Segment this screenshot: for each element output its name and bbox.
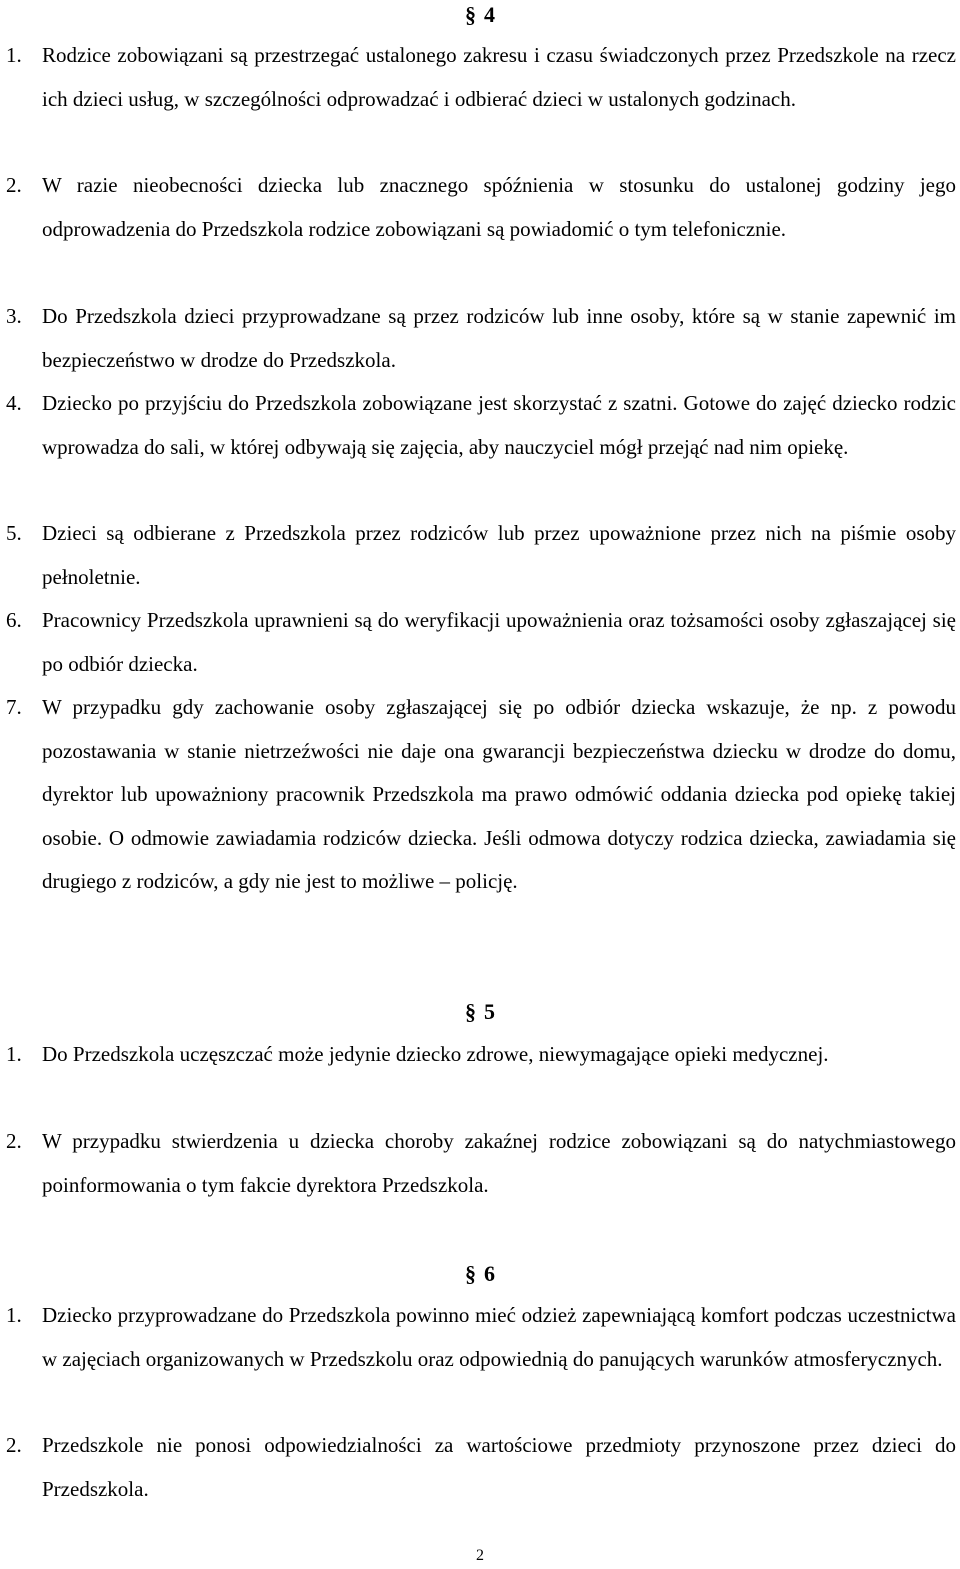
- list-item: [6, 295, 956, 382]
- item-text: Dzieci są odbierane z Przedszkola przez rodziców lub przez upoważnione przez nich na piśmie osoby pełnoletnie.: [42, 521, 956, 589]
- section-heading-4: [0, 1, 960, 29]
- item-text: W przypadku gdy zachowanie osoby zgłaszającej się po odbiór dziecka wskazuje, że np. z powodu pozostawania w stanie nietrzeźwości nie daje ona gwarancji bezpieczeństwa dziecku w drodze do domu, dyrektor lub upoważniony pracownik Przedszkola ma prawo odmówić oddania dziecka pod opiekę takiej osobie. O odmowie zawiadamia rodziców dziecka. Jeśli odmowa dotyczy rodzica dziecka, zawiadamia się drugiego z rodziców, a gdy nie jest to możliwe – policję.: [42, 695, 956, 893]
- item-number: 2.: [6, 173, 22, 197]
- list-item: [6, 1120, 956, 1207]
- item-number: 7.: [6, 695, 22, 719]
- list-item: [6, 1033, 956, 1077]
- item-number: 2.: [6, 1433, 22, 1457]
- list-item: [6, 382, 956, 469]
- item-text: Do Przedszkola dzieci przyprowadzane są przez rodziców lub inne osoby, które są w stanie zapewnić im bezpieczeństwo w drodze do Przedszkola.: [42, 304, 956, 372]
- item-text: Dziecko po przyjściu do Przedszkola zobowiązane jest skorzystać z szatni. Gotowe do zajęć dziecko rodzic wprowadza do sali, w której odbywają się zajęcia, aby nauczyciel mógł przejąć nad nim opiekę.: [42, 391, 956, 459]
- section-sign: §: [465, 999, 476, 1024]
- page-number: 2: [476, 1547, 484, 1564]
- item-number: 3.: [6, 304, 22, 328]
- item-text: W razie nieobecności dziecka lub znacznego spóźnienia w stosunku do ustalonej godziny jego odprowadzenia do Przedszkola rodzice zobowiązani są powiadomić o tym telefonicznie.: [42, 173, 956, 241]
- list-item: [6, 512, 956, 599]
- section-heading-6: [0, 1260, 960, 1288]
- item-text: Dziecko przyprowadzane do Przedszkola powinno mieć odzież zapewniającą komfort podczas uczestnictwa w zajęciach organizowanych w Przedszkolu oraz odpowiednią do panujących warunków atmosferycznych.: [42, 1303, 956, 1371]
- item-number: 1.: [6, 1303, 22, 1327]
- list-item: [6, 686, 956, 904]
- list-item: [6, 34, 956, 121]
- list-item: [6, 1424, 956, 1511]
- list-item: [6, 1294, 956, 1381]
- list-item: [6, 599, 956, 686]
- item-number: 4.: [6, 391, 22, 415]
- item-text: Pracownicy Przedszkola uprawnieni są do weryfikacji upoważnienia oraz tożsamości osoby zgłaszającej się po odbiór dziecka.: [42, 608, 956, 676]
- item-number: 2.: [6, 1129, 22, 1153]
- section-number: 4: [484, 2, 495, 27]
- section-number: 6: [484, 1261, 495, 1286]
- item-text: Rodzice zobowiązani są przestrzegać ustalonego zakresu i czasu świadczonych przez Przedszkole na rzecz ich dzieci usług, w szczególności odprowadzać i odbierać dzieci w ustalonych godzinach.: [42, 43, 956, 111]
- item-number: 1.: [6, 1042, 22, 1066]
- item-text: Do Przedszkola uczęszczać może jedynie dziecko zdrowe, niewymagające opieki medycznej.: [42, 1042, 829, 1066]
- list-item: [6, 164, 956, 251]
- item-number: 5.: [6, 521, 22, 545]
- item-number: 6.: [6, 608, 22, 632]
- item-text: Przedszkole nie ponosi odpowiedzialności za wartościowe przedmioty przynoszone przez dzieci do Przedszkola.: [42, 1433, 956, 1501]
- section-sign: §: [465, 1261, 476, 1286]
- item-number: 1.: [6, 43, 22, 67]
- section-sign: §: [465, 2, 476, 27]
- section-heading-5: [0, 998, 960, 1026]
- item-text: W przypadku stwierdzenia u dziecka choroby zakaźnej rodzice zobowiązani są do natychmiastowego poinformowania o tym fakcie dyrektora Przedszkola.: [42, 1129, 956, 1197]
- section-number: 5: [484, 999, 495, 1024]
